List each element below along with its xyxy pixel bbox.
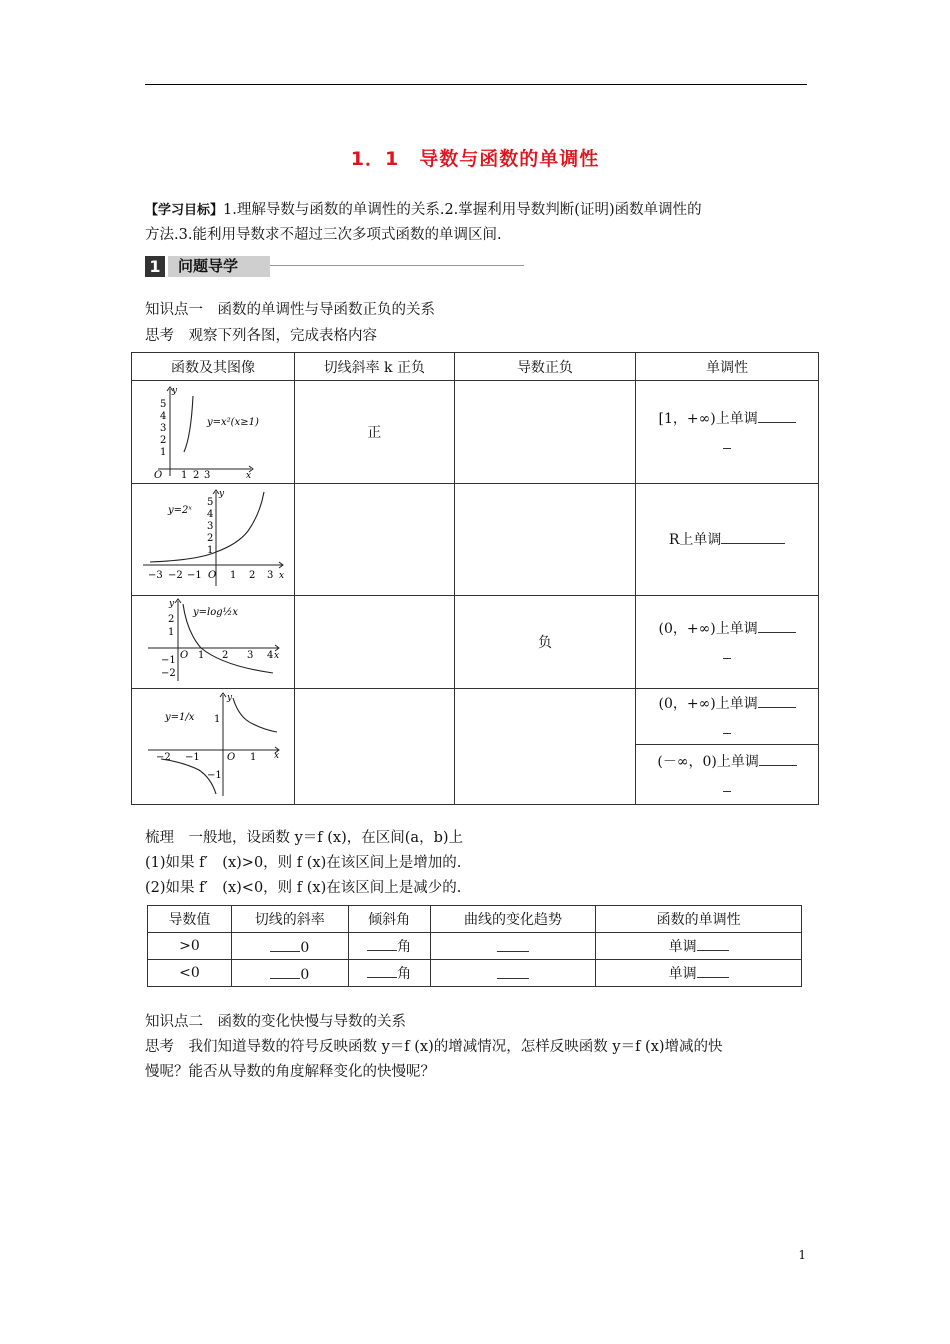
header-function: 函数及其图像: [132, 353, 295, 381]
y-axis-label: y: [218, 488, 225, 499]
origin-label: O: [179, 650, 189, 661]
graph-exponential: [138, 486, 288, 590]
answer-blank[interactable]: [697, 936, 729, 951]
header-slope: 切线斜率 k 正负: [294, 353, 454, 381]
x-tick-label: 1: [229, 569, 237, 581]
table-header-row: [132, 353, 819, 381]
goals-line-1: 1.理解导数与函数的单调性的关系.2.掌握利用导数判断(证明)函数单调性的: [223, 202, 702, 218]
x-tick-label: 2: [221, 650, 229, 661]
slope-cell: [294, 484, 454, 596]
monotonicity-cell: [636, 484, 819, 596]
header-derivative: 导数正负: [454, 353, 636, 381]
summary-line-1: 梳理 一般地，设函数 y＝f (x)，在区间(a，b)上: [145, 830, 464, 846]
mono-line: R上单调: [636, 527, 818, 553]
x-tick-label: 3: [203, 470, 211, 479]
slope-cell: 0: [231, 933, 348, 960]
graph-cell: [132, 484, 295, 596]
derivative-summary-table: [147, 905, 802, 987]
x-axis-label: x: [273, 750, 280, 761]
x-tick-label: 1: [197, 650, 205, 661]
table-row: [132, 689, 819, 745]
section-badge: 1: [145, 256, 165, 277]
mono-line: [1，+∞)上单调: [636, 406, 818, 432]
y-tick-label: 3: [159, 423, 167, 434]
origin-label: O: [207, 569, 217, 581]
answer-blank[interactable]: [723, 644, 731, 659]
function-label: y=x²(x≥1): [206, 417, 259, 428]
y-tick-label: 2: [159, 435, 167, 446]
trend-cell: [430, 960, 596, 987]
header-monotonicity: 函数的单调性: [596, 906, 802, 933]
y-axis-label: y: [226, 692, 233, 703]
monotonicity-cell: [636, 596, 819, 689]
section-title: 问题导学: [168, 256, 270, 277]
x-tick-label: −1: [186, 569, 202, 581]
mono-line: (－∞，0)上单调: [636, 749, 818, 775]
table-row: [148, 933, 802, 960]
table-row: [132, 484, 819, 596]
y-tick-label: 1: [167, 627, 175, 638]
knowledge-point-1-think: 思考 观察下列各图，完成表格内容: [145, 328, 377, 344]
table-header-row: [148, 906, 802, 933]
y-tick-label: 1: [159, 447, 167, 458]
table-row: [132, 381, 819, 484]
angle-cell: 角: [348, 960, 430, 987]
trend-cell: [430, 933, 596, 960]
header-monotonicity: 单调性: [636, 353, 819, 381]
graph-logarithm: [143, 596, 283, 684]
derivative-cell: [454, 381, 636, 484]
derivative-value-cell: >0: [148, 933, 232, 960]
answer-blank[interactable]: [497, 964, 529, 979]
answer-blank[interactable]: [759, 751, 797, 766]
mono-line-wrap: [636, 432, 818, 458]
y-axis-label: y: [171, 386, 178, 396]
x-tick-label: −3: [147, 569, 163, 581]
answer-blank[interactable]: [367, 963, 397, 978]
y-tick-label: 5: [159, 399, 167, 410]
y-axis-label: y: [168, 599, 175, 609]
derivative-cell: [454, 689, 636, 805]
header-derivative-value: 导数值: [148, 906, 232, 933]
answer-blank[interactable]: [697, 963, 729, 978]
mono-line-wrap: [636, 717, 818, 743]
header-tangent-slope: 切线的斜率: [231, 906, 348, 933]
x-axis-label: x: [273, 651, 280, 661]
answer-blank[interactable]: [497, 937, 529, 952]
slope-cell: [294, 689, 454, 805]
monotonicity-cell: [636, 689, 819, 745]
slope-cell: 正: [294, 381, 454, 484]
y-tick-label: −1: [206, 769, 222, 781]
mono-cell: 单调: [596, 960, 802, 987]
knowledge-point-2-think-1: 思考 我们知道导数的符号反映函数 y＝f (x)的增减情况，怎样反映函数 y＝f (x)增减的快: [145, 1039, 723, 1055]
mono-line: (0，+∞)上单调: [636, 691, 818, 717]
y-tick-label: 5: [206, 496, 214, 508]
x-axis-label: x: [278, 570, 285, 581]
function-label: y=1/x: [164, 711, 195, 723]
knowledge-point-1-heading: 知识点一 函数的单调性与导函数正负的关系: [145, 302, 435, 318]
derivative-value-cell: <0: [148, 960, 232, 987]
knowledge-point-2-heading: 知识点二 函数的变化快慢与导数的关系: [145, 1014, 406, 1030]
mono-cell: 单调: [596, 933, 802, 960]
x-axis-label: x: [245, 471, 252, 479]
answer-blank[interactable]: [758, 618, 796, 633]
answer-blank[interactable]: [723, 777, 731, 792]
table-row: [148, 960, 802, 987]
mono-line: (0，+∞)上单调: [636, 616, 818, 642]
y-tick-label: 2: [206, 532, 214, 544]
y-tick-label: −2: [160, 668, 176, 679]
answer-blank[interactable]: [723, 434, 731, 449]
monotonicity-cell: [636, 381, 819, 484]
monotonicity-table: [131, 352, 819, 805]
table-row: [132, 596, 819, 689]
x-tick-label: 3: [266, 569, 274, 581]
angle-cell: 角: [348, 933, 430, 960]
answer-blank[interactable]: [270, 964, 300, 979]
derivative-cell: 负: [454, 596, 636, 689]
goals-line-2: 方法.3.能利用导数求不超过三次多项式函数的单调区间.: [145, 227, 502, 243]
slope-cell: [294, 596, 454, 689]
graph-cell: [132, 381, 295, 484]
x-tick-label: −2: [167, 569, 183, 581]
x-tick-label: −2: [155, 751, 171, 763]
graph-power: [143, 381, 283, 479]
summary-line-3: (2)如果 f′ (x)<0，则 f (x)在该区间上是减少的.: [145, 880, 462, 896]
function-label: y=2ˣ: [167, 504, 192, 516]
answer-blank[interactable]: [367, 936, 397, 951]
slope-cell: 0: [231, 960, 348, 987]
mono-line-wrap: [636, 775, 818, 801]
mono-line-wrap: [636, 642, 818, 668]
curve-right-branch: [233, 698, 277, 732]
origin-label: O: [226, 751, 236, 763]
x-tick-label: 1: [249, 751, 257, 763]
learning-goals: [145, 198, 815, 248]
answer-blank[interactable]: [270, 937, 300, 952]
knowledge-point-2-think-2: 慢呢？能否从导数的角度解释变化的快慢呢？: [145, 1064, 435, 1080]
goals-label: 【学习目标】: [145, 203, 224, 218]
y-tick-label: −1: [160, 655, 176, 666]
x-tick-label: 4: [266, 650, 274, 661]
section-rule: [270, 265, 524, 266]
page-number: 1: [798, 1248, 806, 1262]
page-title: 1．1 导数与函数的单调性: [350, 148, 600, 170]
derivative-cell: [454, 484, 636, 596]
answer-blank[interactable]: [723, 719, 731, 734]
summary-line-2: (1)如果 f′ (x)>0，则 f (x)在该区间上是增加的.: [145, 855, 462, 871]
answer-blank[interactable]: [758, 408, 796, 423]
y-tick-label: 1: [206, 544, 214, 556]
header-rule: [145, 84, 807, 85]
graph-reciprocal: [143, 690, 283, 800]
header-inclination: 倾斜角: [348, 906, 430, 933]
origin-label: O: [153, 470, 163, 479]
x-tick-label: 1: [180, 470, 188, 479]
y-tick-label: 3: [206, 520, 214, 532]
y-tick-label: 1: [213, 713, 221, 725]
x-tick-label: −1: [184, 751, 200, 763]
y-tick-label: 4: [206, 508, 214, 520]
x-tick-label: 2: [248, 569, 256, 581]
x-tick-label: 2: [192, 470, 200, 479]
header-curve-trend: 曲线的变化趋势: [430, 906, 596, 933]
y-tick-label: 2: [167, 614, 175, 625]
graph-cell: [132, 596, 295, 689]
function-label: y=log½x: [192, 607, 238, 618]
x-tick-label: 3: [246, 650, 254, 661]
graph-cell: [132, 689, 295, 805]
answer-blank[interactable]: [721, 529, 785, 544]
y-tick-label: 4: [159, 411, 167, 422]
answer-blank[interactable]: [758, 693, 796, 708]
monotonicity-cell: [636, 745, 819, 805]
curve: [184, 396, 193, 452]
